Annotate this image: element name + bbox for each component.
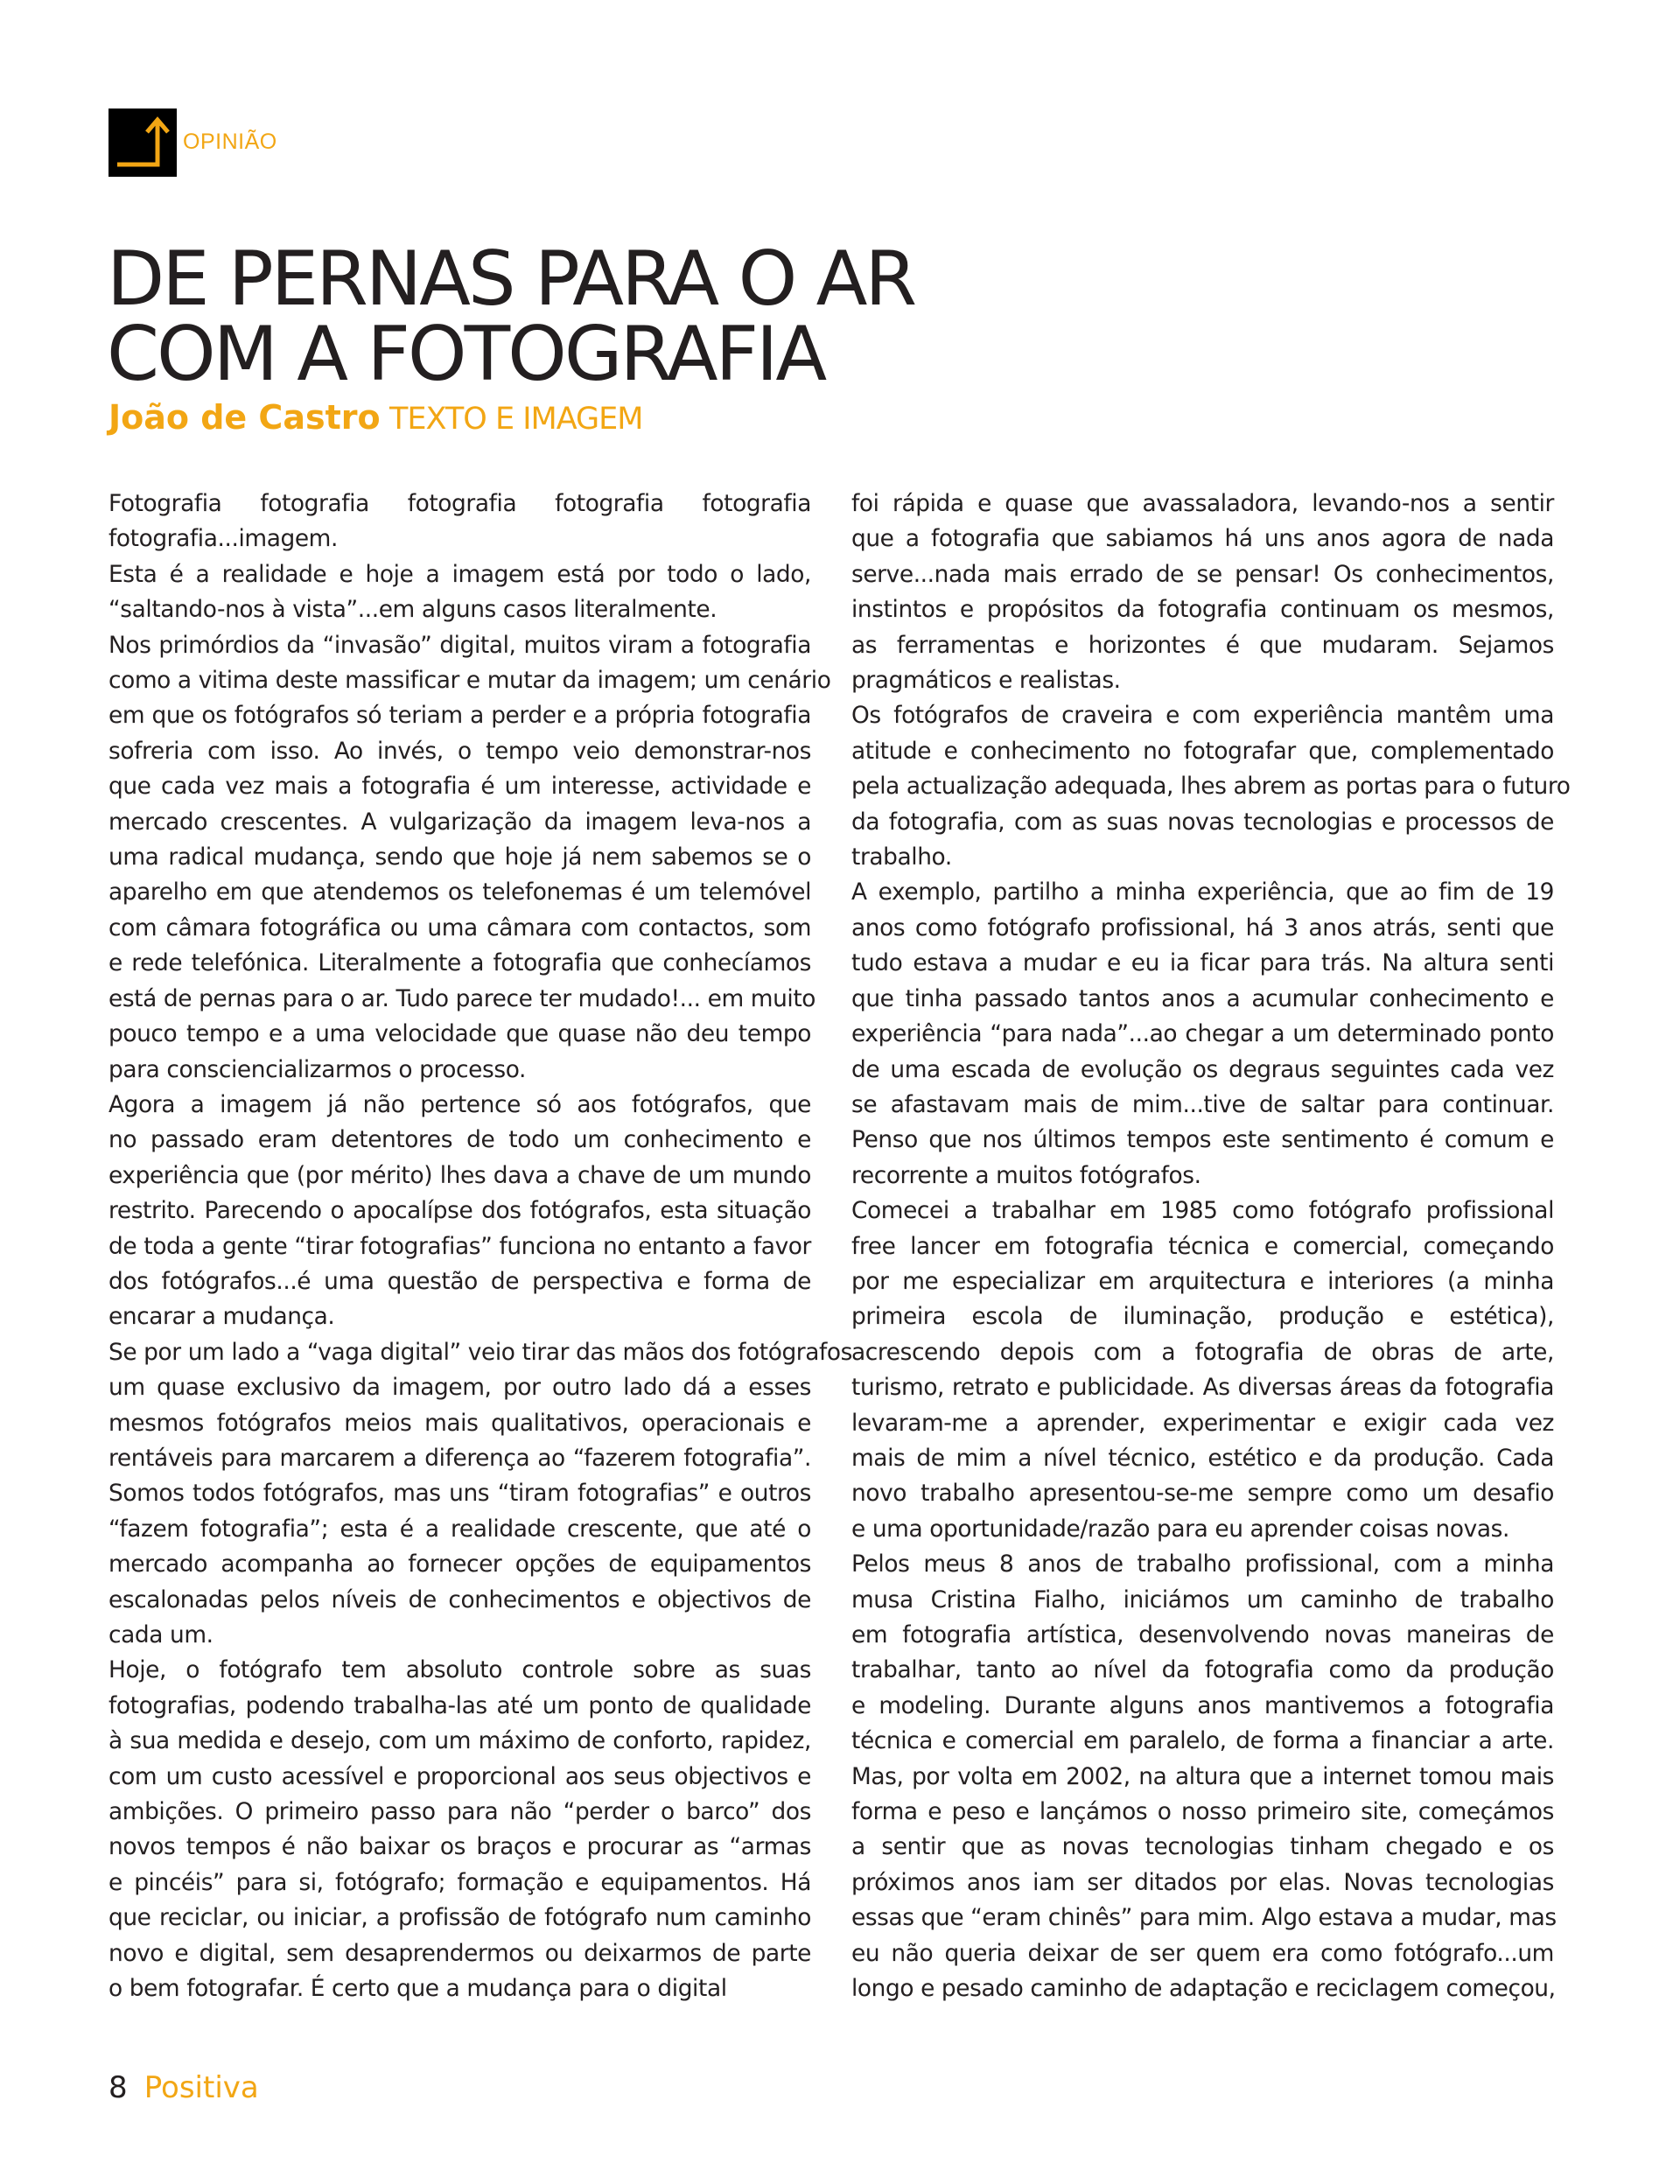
text-line: tudo estava a mudar e eu ia ficar para trás. Na altura senti	[851, 949, 1554, 977]
text-line: Nos primórdios da “invasão” digital, muitos viram a fotografia	[108, 631, 811, 659]
text-line: novo e digital, sem desaprendermos ou deixarmos de parte	[108, 1939, 811, 1967]
text-line: Mas, por volta em 2002, na altura que a internet tomou mais	[851, 1762, 1554, 1790]
text-line: escalonadas pelos níveis de conhecimentos e objectivos de	[108, 1586, 811, 1614]
text-line: Hoje, o fotógrafo tem absoluto controle sobre as suas	[108, 1656, 811, 1684]
page-footer	[108, 2066, 259, 2115]
text-line: novo trabalho apresentou-se-me sempre como um desafio	[851, 1480, 1554, 1508]
magazine-name: Positiva	[144, 2070, 259, 2105]
text-line: em que os fotógrafos só teriam a perder e a própria fotografia	[108, 702, 811, 730]
text-line: Fotografia fotografia fotografia fotografia fotografia	[108, 490, 811, 517]
text-line: mercado crescentes. A vulgarização da imagem leva-nos a	[108, 808, 811, 836]
text-line: no passado eram detentores de todo um conhecimento e	[108, 1126, 811, 1154]
text-line: Penso que nos últimos tempos este sentimento é comum e	[851, 1126, 1554, 1154]
text-line: instintos e propósitos da fotografia continuam os mesmos,	[851, 596, 1554, 624]
text-line: mais de mim a nível técnico, estético e da produção. Cada	[851, 1444, 1554, 1472]
text-line: eu não queria deixar de ser quem era como fotógrafo...um	[851, 1939, 1554, 1967]
text-line: forma e peso e lançámos o nosso primeiro site, começámos	[851, 1798, 1554, 1826]
text-line: e pincéis” para si, fotógrafo; formação e equipamentos. Há	[108, 1868, 811, 1896]
text-line: recorrente a muitos fotógrafos.	[851, 1161, 1201, 1189]
text-line: o bem fotografar. É certo que a mudança para o digital	[108, 1975, 727, 2003]
text-line: as ferramentas e horizontes é que mudaram. Sejamos	[851, 631, 1554, 659]
text-line: Pelos meus 8 anos de trabalho profissional, com a minha	[851, 1550, 1554, 1578]
text-line: Somos todos fotógrafos, mas uns “tiram fotografias” e outros	[108, 1480, 811, 1508]
text-line: encarar a mudança.	[108, 1303, 335, 1331]
text-line: anos como fotógrafo profissional, há 3 anos atrás, senti que	[851, 914, 1554, 942]
text-line: com câmara fotográfica ou uma câmara com contactos, som	[108, 914, 811, 942]
text-line: fotografia...imagem.	[108, 525, 338, 553]
text-line: uma radical mudança, sendo que hoje já nem sabemos se o	[108, 844, 811, 872]
text-line: técnica e comercial em paralelo, de forma a financiar a arte.	[851, 1727, 1554, 1755]
author-name: João de Castro	[108, 398, 381, 437]
text-line: rentáveis para marcarem a diferença ao “fazerem fotografia”.	[108, 1444, 811, 1472]
text-line: sofreria com isso. Ao invés, o tempo veio demonstrar-nos	[108, 737, 811, 765]
text-line: próximos anos iam ser ditados por elas. Novas tecnologias	[851, 1868, 1554, 1896]
text-line: Se por um lado a “vaga digital” veio tirar das mãos dos fotógrafos	[108, 1338, 853, 1366]
text-line: com um custo acessível e proporcional aos seus objectivos e	[108, 1762, 811, 1790]
text-line: essas que “eram chinês” para mim. Algo estava a mudar, mas	[851, 1904, 1557, 1932]
text-line: Agora a imagem já não pertence só aos fotógrafos, que	[108, 1090, 811, 1118]
text-line: de toda a gente “tirar fotografias” funciona no entanto a favor	[108, 1232, 811, 1260]
paragraph	[108, 486, 811, 557]
text-line: mercado acompanha ao fornecer opções de equipamentos	[108, 1550, 811, 1578]
corner-arrow-up-icon	[108, 108, 177, 177]
page-number: 8	[108, 2070, 128, 2105]
paragraph	[851, 486, 1554, 698]
text-line: “saltando-nos à vista”...em alguns casos literalmente.	[108, 596, 718, 624]
text-line: em fotografia artística, desenvolvendo novas maneiras de	[851, 1621, 1554, 1648]
text-line: A exemplo, partilho a minha experiência, que ao fim de 19	[851, 878, 1554, 906]
text-line: está de pernas para o ar. Tudo parece ter mudado!... em muito	[108, 984, 816, 1012]
text-line: trabalhar, tanto ao nível da fotografia como da produção	[851, 1656, 1554, 1684]
text-line: e rede telefónica. Literalmente a fotografia que conhecíamos	[108, 949, 811, 977]
text-line: de uma escada de evolução os degraus seguintes cada vez	[851, 1055, 1554, 1083]
text-line: pela actualização adequada, lhes abrem as portas para o futuro	[851, 773, 1571, 801]
right-column	[851, 486, 1571, 2006]
text-line: cada um.	[108, 1621, 214, 1648]
section-label: OPINIÃO	[183, 130, 277, 154]
paragraph	[851, 698, 1571, 875]
text-line: restrito. Parecendo o apocalípse dos fotógrafos, esta situação	[108, 1197, 811, 1225]
text-line: como a vitima deste massificar e mutar da imagem; um cenário	[108, 667, 831, 695]
text-line: e modeling. Durante alguns anos mantivemos a fotografia	[851, 1691, 1554, 1719]
text-line: musa Cristina Fialho, iniciámos um caminho de trabalho	[851, 1586, 1554, 1614]
text-line: primeira escola de iluminação, produção e estética),	[851, 1303, 1554, 1331]
text-line: foi rápida e quase que avassaladora, levando-nos a sentir	[851, 490, 1554, 517]
text-line: à sua medida e desejo, com um máximo de conforto, rapidez,	[108, 1727, 811, 1755]
text-line: experiência “para nada”...ao chegar a um determinado ponto	[851, 1020, 1554, 1048]
left-column	[108, 486, 853, 2006]
text-line: turismo, retrato e publicidade. As diversas áreas da fotografia	[851, 1374, 1554, 1402]
text-line: dos fotógrafos...é uma questão de perspectiva e forma de	[108, 1267, 811, 1295]
text-line: que tinha passado tantos anos a acumular conhecimento e	[851, 984, 1554, 1012]
text-line: se afastavam mais de mim...tive de saltar para continuar.	[851, 1090, 1554, 1118]
paragraph	[851, 875, 1554, 1194]
text-line: que a fotografia que sabiamos há uns anos agora de nada	[851, 525, 1554, 553]
text-line: “fazem fotografia”; esta é a realidade crescente, que até o	[108, 1515, 811, 1543]
text-line: da fotografia, com as suas novas tecnologias e processos de	[851, 808, 1554, 836]
text-line: para consciencializarmos o processo.	[108, 1055, 526, 1083]
text-line: um quase exclusivo da imagem, por outro lado dá a esses	[108, 1374, 811, 1402]
text-line: free lancer em fotografia técnica e comercial, começando	[851, 1232, 1554, 1260]
text-line: longo e pesado caminho de adaptação e reciclagem começou,	[851, 1975, 1556, 2003]
text-line: experiência que (por mérito) lhes dava a chave de um mundo	[108, 1161, 811, 1189]
byline	[108, 396, 642, 447]
text-line: e uma oportunidade/razão para eu aprender coisas novas.	[851, 1515, 1509, 1543]
text-line: fotografias, podendo trabalha-las até um ponto de qualidade	[108, 1691, 811, 1719]
article-title-line-2: COM A FOTOGRAFIA	[107, 311, 825, 398]
paragraph	[108, 1653, 811, 2006]
text-line: pragmáticos e realistas.	[851, 667, 1121, 695]
text-line: por me especializar em arquitectura e interiores (a minha	[851, 1267, 1554, 1295]
text-line: que cada vez mais a fotografia é um interesse, actividade e	[108, 773, 811, 801]
paragraph	[851, 1194, 1554, 1547]
text-line: levaram-me a aprender, experimentar e exigir cada vez	[851, 1409, 1554, 1437]
text-line: atitude e conhecimento no fotografar que, complementado	[851, 737, 1554, 765]
paragraph	[108, 1335, 853, 1654]
article-title-line-1: DE PERNAS PARA O AR	[107, 235, 915, 323]
text-line: serve...nada mais errado de se pensar! Os conhecimentos,	[851, 560, 1554, 588]
text-line: Comecei a trabalhar em 1985 como fotógrafo profissional	[851, 1197, 1554, 1225]
text-line: mesmos fotógrafos meios mais qualitativos, operacionais e	[108, 1409, 811, 1437]
text-line: trabalho.	[851, 844, 952, 872]
credit-label: TEXTO E IMAGEM	[389, 402, 643, 437]
paragraph	[108, 628, 831, 1088]
text-line: a sentir que as novas tecnologias tinham chegado e os	[851, 1833, 1554, 1861]
article-title	[107, 235, 1594, 398]
text-line: novos tempos é não baixar os braços e procurar as “armas	[108, 1833, 811, 1861]
paragraph	[108, 557, 811, 628]
paragraph	[108, 1088, 811, 1335]
paragraph	[851, 1547, 1557, 2006]
text-line: ambições. O primeiro passo para não “perder o barco” dos	[108, 1798, 811, 1826]
text-line: acrescendo depois com a fotografia de obras de arte,	[851, 1338, 1554, 1366]
text-line: que reciclar, ou iniciar, a profissão de fotógrafo num caminho	[108, 1904, 811, 1932]
text-line: aparelho em que atendemos os telefonemas é um telemóvel	[108, 878, 811, 906]
text-line: Esta é a realidade e hoje a imagem está por todo o lado,	[108, 560, 811, 588]
text-line: pouco tempo e a uma velocidade que quase não deu tempo	[108, 1020, 811, 1048]
text-line: Os fotógrafos de craveira e com experiência mantêm uma	[851, 702, 1554, 730]
